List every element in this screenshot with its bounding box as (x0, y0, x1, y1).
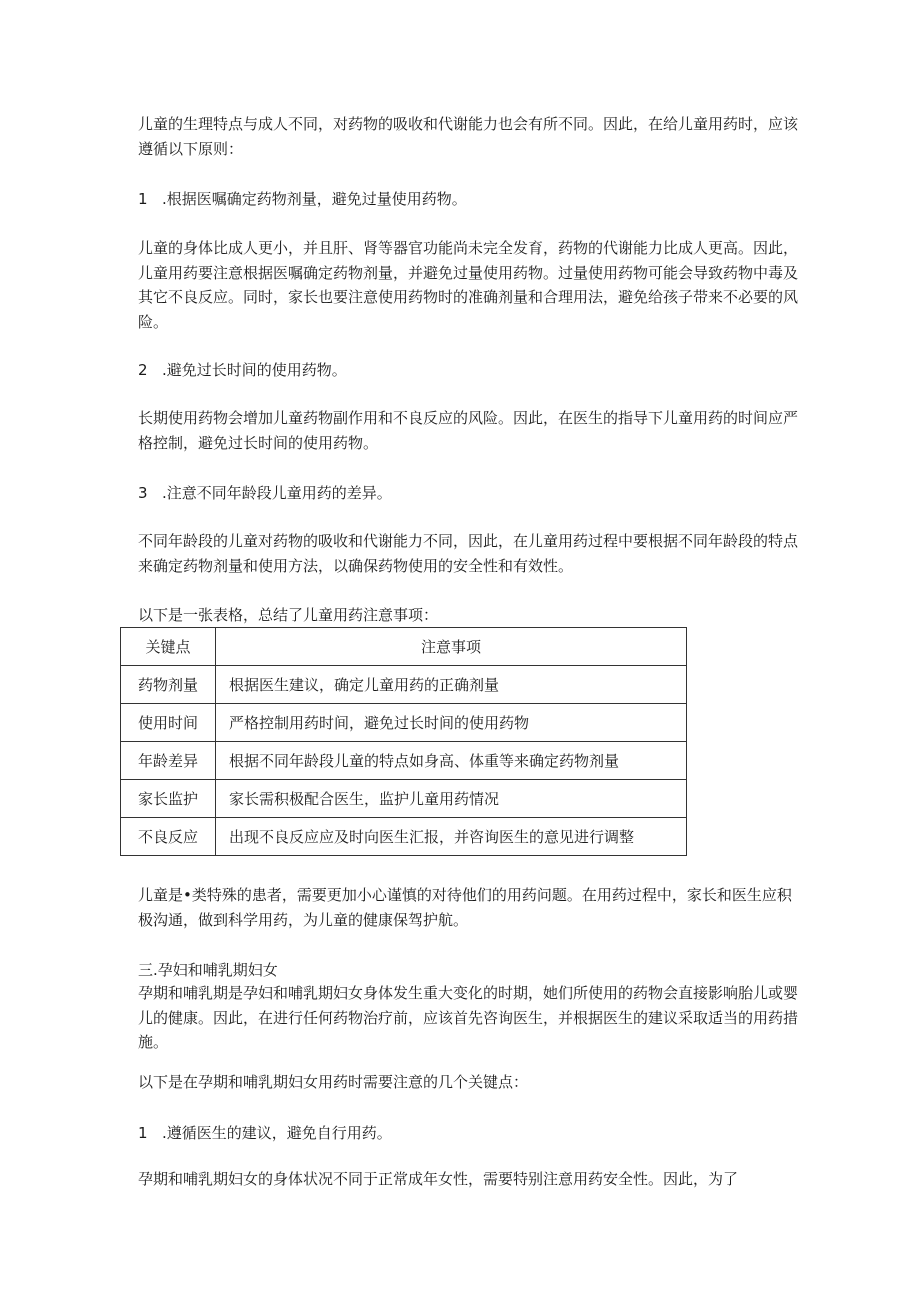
point-title: .避免过长时间的使用药物。 (162, 361, 347, 379)
row-key: 年龄差异 (121, 742, 216, 780)
table-header-row (121, 628, 687, 666)
table-intro: 以下是一张表格，总结了儿童用药注意事项： (138, 606, 439, 624)
point-number: 3 (138, 484, 148, 502)
children-notes-table (120, 627, 687, 856)
header-key-point: 关键点 (121, 628, 216, 666)
children-point-1-body: 儿童的身体比成人更小，并且肝、肾等器官功能尚未完全发育，药物的代谢能力比成人更高。因此，儿童用药要注意根据医嘱确定药物剂量，并避免过量使用药物。过量使用药物可能会导致药物中毒及其它不良反应。同时，家长也要注意使用药物时的准确剂量和合理用法，避免给孩子带来不必要的风险。 (138, 239, 799, 331)
row-note: 根据不同年龄段儿童的特点如身高、体重等来确定药物剂量 (216, 742, 687, 780)
table-row (121, 666, 687, 704)
point-title: .遵循医生的建议，避免自行用药。 (162, 1124, 392, 1142)
intro-paragraph: 儿童的生理特点与成人不同，对药物的吸收和代谢能力也会有所不同。因此，在给儿童用药时，应该遵循以下原则： (138, 115, 799, 158)
row-note: 严格控制用药时间，避免过长时间的使用药物 (216, 704, 687, 742)
row-note: 根据医生建议，确定儿童用药的正确剂量 (216, 666, 687, 704)
children-point-1-title (138, 187, 798, 211)
table-row (121, 780, 687, 818)
children-conclusion: 儿童是•类特殊的患者，需要更加小心谨慎的对待他们的用药问题。在用药过程中，家长和医生应积极沟通，做到科学用药，为儿童的健康保驾护航。 (138, 886, 792, 929)
table-row (121, 818, 687, 856)
section-3-intro: 孕期和哺乳期是孕妇和哺乳期妇女身体发生重大变化的时期，她们所使用的药物会直接影响胎儿或婴儿的健康。因此，在进行任何药物治疗前，应该首先咨询医生，并根据医生的建议采取适当的用药措施。 (138, 984, 799, 1051)
table-row (121, 742, 687, 780)
section-3-point-1-title (138, 1121, 798, 1145)
section-3-point-1-body: 孕期和哺乳期妇女的身体状况不同于正常成年女性，需要特别注意用药安全性。因此，为了 (138, 1170, 739, 1188)
children-point-2-title (138, 358, 798, 382)
section-3-heading: 三.孕妇和哺乳期妇女 (138, 961, 278, 979)
children-point-3-title (138, 481, 798, 505)
point-number: 1 (138, 190, 148, 208)
point-title: .根据医嘱确定药物剂量，避免过量使用药物。 (162, 190, 467, 208)
row-note: 出现不良反应应及时向医生汇报，并咨询医生的意见进行调整 (216, 818, 687, 856)
row-key: 家长监护 (121, 780, 216, 818)
row-note: 家长需积极配合医生，监护儿童用药情况 (216, 780, 687, 818)
section-3-lead: 以下是在孕期和哺乳期妇女用药时需要注意的几个关键点： (138, 1073, 529, 1091)
point-title: .注意不同年龄段儿童用药的差异。 (162, 484, 392, 502)
header-notes: 注意事项 (216, 628, 687, 666)
point-number: 2 (138, 361, 148, 379)
children-point-2-body: 长期使用药物会增加儿童药物副作用和不良反应的风险。因此，在医生的指导下儿童用药的时间应严格控制，避免过长时间的使用药物。 (138, 409, 799, 452)
row-key: 药物剂量 (121, 666, 216, 704)
children-point-3-body: 不同年龄段的儿童对药物的吸收和代谢能力不同，因此，在儿童用药过程中要根据不同年龄段的特点来确定药物剂量和使用方法，以确保药物使用的安全性和有效性。 (138, 532, 799, 575)
table-row (121, 704, 687, 742)
row-key: 不良反应 (121, 818, 216, 856)
point-number: 1 (138, 1124, 148, 1142)
row-key: 使用时间 (121, 704, 216, 742)
